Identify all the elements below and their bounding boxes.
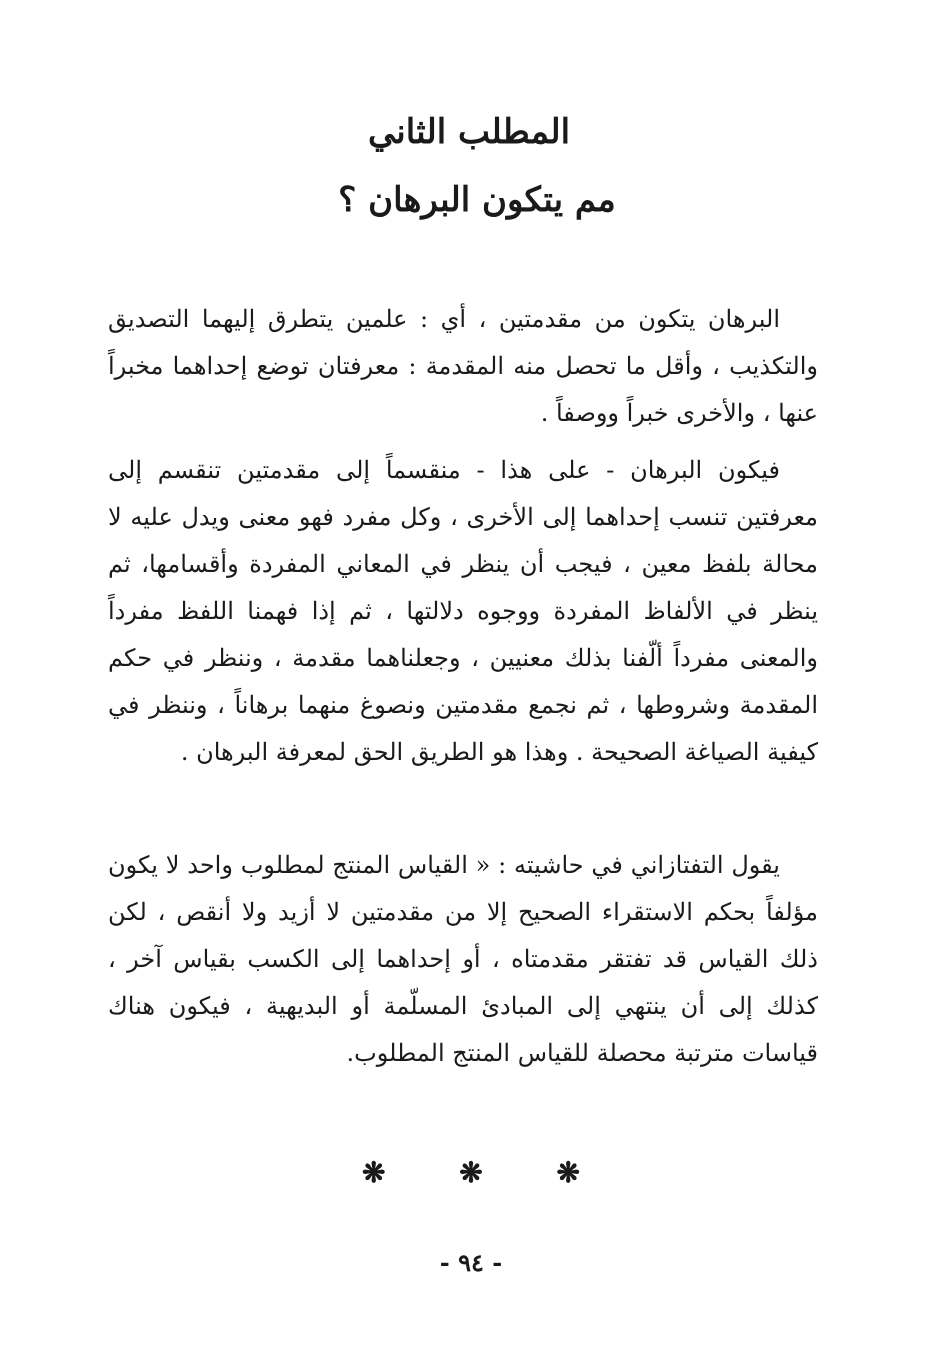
- section-subtitle: مم يتكون البرهان ؟: [338, 180, 616, 220]
- page-number: - ٩٤ -: [439, 1248, 503, 1277]
- asterism-star-icon: ❋: [362, 1156, 386, 1189]
- asterism-star-icon: ❋: [459, 1156, 483, 1189]
- asterism-star-icon: ❋: [556, 1156, 580, 1189]
- paragraph-2: فيكون البرهان - على هذا - منقسماً إلى مقدمتين تنقسم إلى معرفتين تنسب إحداهما إلى الأخرى ، وكل مفرد فهو معنى ويدل عليه لا محالة بلفظ معين ، فيجب أن ينظر في المعاني المفردة وأقسامها، ثم ينظر في الألفاظ المفردة ووجوه دلالتها ، ثم إذا فهمنا اللفظ مفرداً والمعنى مفرداً ألّفنا بذلك معنيين ، وجعلناهما مقدمة ، وننظر في حكم المقدمة وشروطها ، ثم نجمع مقدمتين ونصوغ منهما برهاناً ، وننظر في كيفية الصياغة الصحيحة . وهذا هو الطريق الحق لمعرفة البرهان .: [108, 456, 818, 766]
- paragraph-3: يقول التفتازاني في حاشيته : « القياس المنتج لمطلوب واحد لا يكون مؤلفاً بحكم الاستقراء الصحيح إلا من مقدمتين لا أزيد ولا أنقص ، لكن ذلك القياس قد تفتقر مقدمتاه ، أو إحداهما إلى الكسب بقياس آخر ، كذلك إلى أن ينتهي إلى المبادئ المسلّمة أو البديهية ، فيكون هناك قياسات مترتبة محصلة للقياس المنتج المطلوب.: [108, 851, 818, 1067]
- section-separator: [0, 1156, 942, 1189]
- section-title: المطلب الثاني: [367, 112, 571, 152]
- paragraph-1: البرهان يتكون من مقدمتين ، أي : علمين يتطرق إليهما التصديق والتكذيب ، وأقل ما تحصل منه المقدمة : معرفتان توضع إحداهما مخبراً عنها ، والأخرى خبراً ووصفاً .: [108, 305, 818, 427]
